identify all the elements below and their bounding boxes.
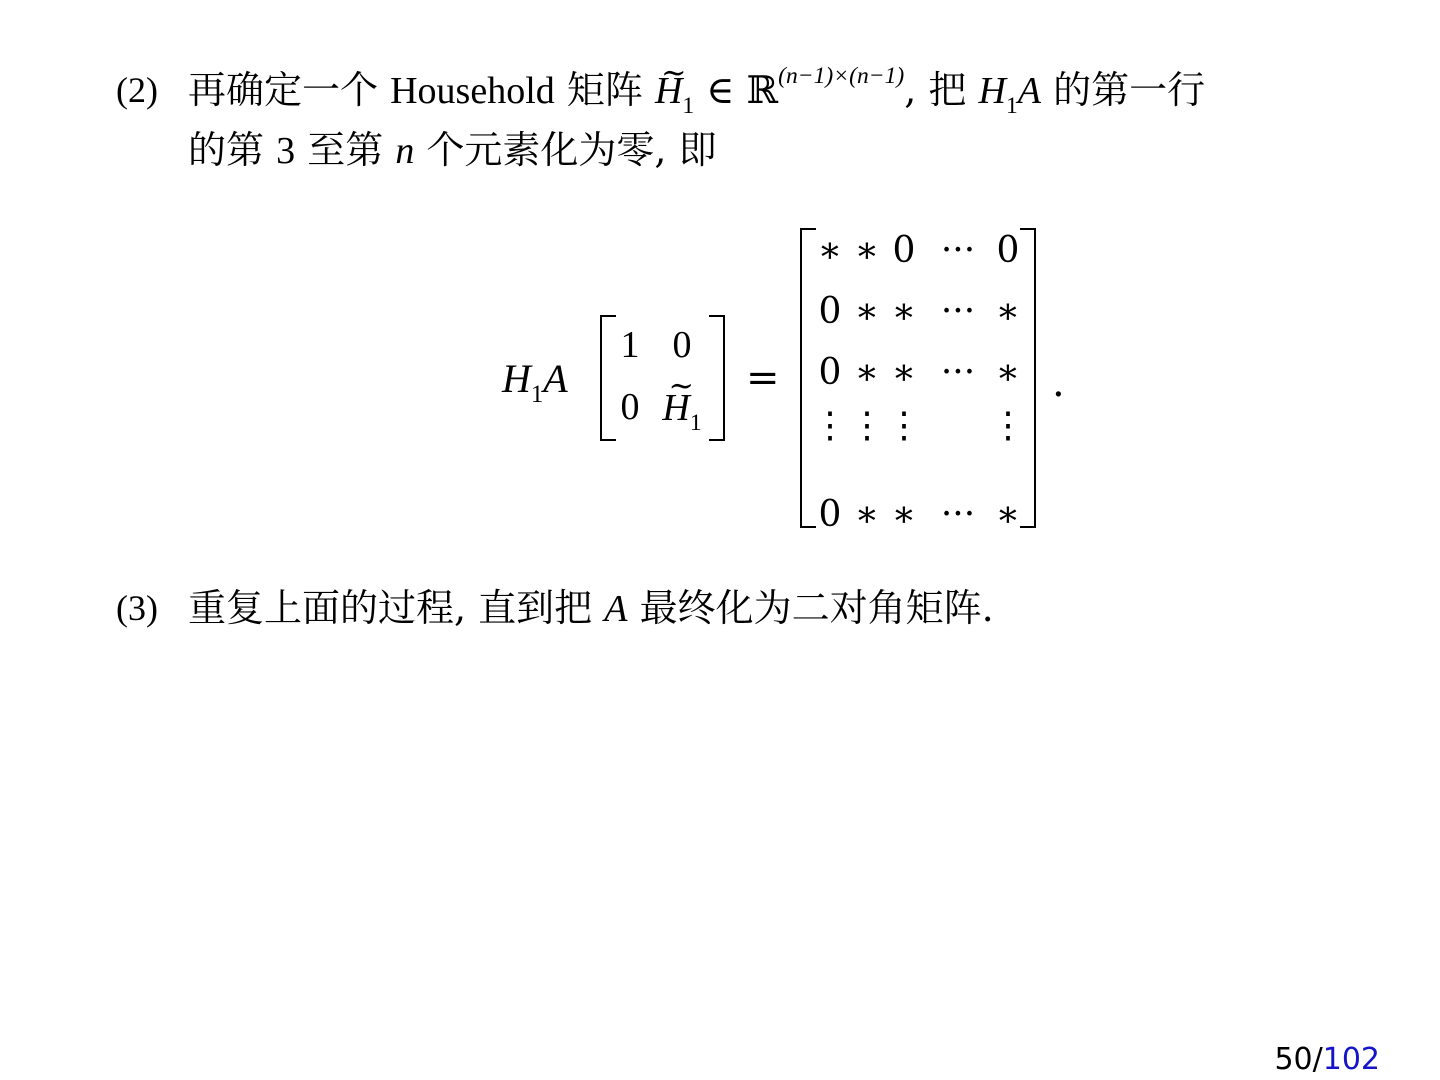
- math-h1: H: [978, 70, 1006, 112]
- matrix-cell: ∗: [891, 291, 917, 332]
- matrix-cell: ···: [940, 352, 976, 393]
- result-matrix: [800, 228, 1036, 535]
- matrix-cell: 0: [892, 230, 916, 271]
- matrix-cell: ∗: [891, 352, 917, 393]
- page-number: [1240, 1040, 1380, 1080]
- matrix-cell-h-tilde: ~ $H_1$: [652, 385, 712, 430]
- math-in-symbol: ∈: [706, 68, 735, 112]
- page-current: 50/: [1274, 1042, 1323, 1077]
- math-a: A: [543, 356, 568, 401]
- matrix-cell: ···: [940, 230, 976, 271]
- math-subscript: 1: [1005, 92, 1018, 119]
- matrix-cell: ∗: [854, 494, 880, 535]
- matrix-cell: 0: [996, 230, 1020, 271]
- matrix-cell: 0: [818, 291, 842, 332]
- matrix-cell: ···: [940, 494, 976, 535]
- matrix-cell: ∗: [891, 494, 917, 535]
- matrix-cell: ∗: [854, 352, 880, 393]
- text-segment: 再确定一个: [188, 68, 379, 112]
- item-3-number: (3): [116, 588, 158, 628]
- matrix-cell: 0: [818, 494, 842, 535]
- block-matrix: [600, 315, 725, 441]
- matrix-cell: ∗: [995, 494, 1021, 535]
- equation-lhs: [502, 355, 568, 409]
- math-h: H: [502, 356, 531, 401]
- math-three: 3: [276, 130, 296, 172]
- text-segment: 最终化为二对角矩阵.: [639, 586, 994, 630]
- matrix-cell: ∗: [817, 230, 843, 271]
- item-3-body: [188, 578, 1386, 638]
- matrix-cell: ⋮: [886, 405, 922, 446]
- item-2-number: (2): [116, 70, 158, 110]
- text-segment: 个元素化为零, 即: [426, 128, 717, 172]
- math-a: A: [604, 588, 628, 630]
- display-equation: [0, 210, 1440, 540]
- text-segment: , 把: [904, 68, 967, 112]
- matrix-cell: ∗: [995, 352, 1021, 393]
- equals-sign: =: [746, 355, 780, 401]
- matrix-cell: ···: [940, 291, 976, 332]
- matrix-cell: 0: [620, 386, 640, 428]
- text-segment: 重复上面的过程, 直到把: [188, 586, 593, 630]
- equation-period: .: [1052, 360, 1065, 406]
- matrix-cell: 0: [818, 352, 842, 393]
- math-superscript: (n−1)×(n−1): [778, 63, 905, 90]
- text-segment: 矩阵: [566, 68, 643, 112]
- text-segment: 至第: [307, 128, 384, 172]
- matrix-cell: 1: [620, 324, 640, 366]
- math-a: A: [1017, 70, 1041, 112]
- matrix-cell: ∗: [854, 230, 880, 271]
- item-2: [116, 60, 1386, 180]
- matrix-cell: ⋮: [990, 405, 1026, 446]
- matrix-cell: ∗: [854, 291, 880, 332]
- math-subscript: 1: [530, 381, 544, 409]
- matrix-cell: ⋮: [849, 405, 885, 446]
- item-2-line-2: [188, 120, 1386, 180]
- item-3-line-1: [188, 578, 1386, 638]
- math-real-symbol: ℝ: [746, 68, 779, 112]
- text-segment: 的第: [188, 128, 265, 172]
- math-h-tilde: ~ H: [655, 61, 682, 121]
- text-household: Household: [390, 70, 555, 112]
- item-3: [116, 578, 1386, 638]
- matrix-cell: ∗: [995, 291, 1021, 332]
- matrix-cell: 0: [672, 324, 692, 366]
- math-subscript: 1: [682, 92, 695, 119]
- item-2-body: [188, 60, 1386, 180]
- page-total: 102: [1322, 1042, 1380, 1077]
- text-segment: 的第一行: [1053, 68, 1206, 112]
- math-n: n: [395, 130, 415, 172]
- matrix-cell: ⋮: [812, 405, 848, 446]
- item-2-line-1: [188, 60, 1386, 120]
